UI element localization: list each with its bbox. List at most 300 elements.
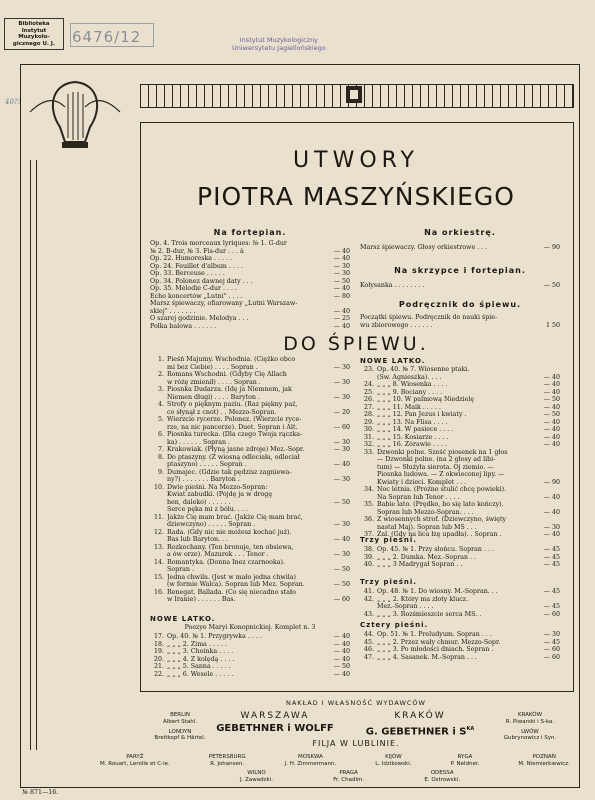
- song-row: [150, 589, 350, 597]
- song-price: [536, 501, 560, 509]
- song-row: [150, 491, 350, 499]
- song-row: [360, 596, 560, 604]
- song-title: Rada. (Gdy nic nie możesz kochać już).: [167, 528, 292, 536]
- song-price: — 40: [333, 655, 350, 663]
- song-number: [150, 566, 167, 574]
- song-row: [360, 639, 560, 647]
- song-price: — 50: [333, 663, 350, 670]
- left-column-line-2: [36, 160, 37, 750]
- song-row: [360, 471, 560, 479]
- item-title: O szarej godzinie. Melodya . . .: [150, 315, 249, 322]
- trzy2-heading: Trzy pieśni.: [360, 578, 417, 586]
- song-row: [360, 426, 560, 434]
- song-number: 11.: [153, 513, 164, 521]
- city-name: ODESSA: [430, 770, 454, 776]
- list-item: [360, 322, 560, 330]
- song-row: [360, 494, 560, 502]
- city-name: WILNO: [247, 770, 266, 776]
- song-number: [150, 394, 167, 402]
- song-price: — 40: [333, 640, 350, 648]
- song-price: — 40: [333, 536, 350, 543]
- nowe-latko-right-heading: NOWE LATKO.: [360, 357, 426, 365]
- list-item: [150, 323, 350, 331]
- song-number: [360, 464, 377, 472]
- song-title: Serce pęka mi z bólu. . . .: [167, 506, 248, 513]
- song-price: — 50: [333, 566, 350, 573]
- song-number: 45.: [363, 638, 374, 646]
- song-price: — 20: [333, 408, 350, 416]
- filja: FILJA W LUBLINIE.: [312, 739, 400, 748]
- song-price: [326, 371, 350, 379]
- song-price: — 30: [333, 393, 350, 401]
- song-title: hen, daleko) . . . . . .: [167, 498, 231, 506]
- song-price: — 40: [543, 418, 560, 426]
- city-agent: E. Ostrowski.: [424, 776, 460, 783]
- song-number: [360, 509, 377, 517]
- song-title: Dzwonki polne. Sześć piosenek na 1 głos: [377, 448, 508, 456]
- list-item: [150, 263, 350, 271]
- song-row: [360, 381, 560, 389]
- song-number: [360, 471, 377, 479]
- song-title: „ „ „ 6. Wesele . . . . .: [167, 670, 234, 678]
- song-price: — 40: [543, 381, 560, 388]
- song-row: [360, 404, 560, 412]
- song-title: „ „ „ 3. Choinka . . . .: [167, 648, 234, 655]
- song-number: [150, 476, 167, 484]
- song-number: 20.: [153, 655, 164, 663]
- berlin-block: [140, 712, 220, 742]
- song-title: Sopran .: [167, 566, 194, 573]
- song-number: [360, 456, 377, 464]
- list-item: [150, 315, 350, 323]
- left-column-line-1: [30, 160, 31, 750]
- song-number: 8.: [157, 453, 164, 461]
- item-price: — 90: [543, 244, 560, 251]
- song-row: [150, 431, 350, 439]
- song-price: [326, 431, 350, 439]
- song-row: [150, 356, 350, 364]
- song-price: [326, 544, 350, 552]
- song-price: — 30: [543, 523, 560, 531]
- song-number: 47.: [363, 653, 374, 661]
- song-row: [150, 529, 350, 537]
- song-price: [326, 574, 350, 582]
- songs-right-list: [360, 366, 560, 539]
- song-title: Op. 40. № 7. Wiosenne ptaki.: [377, 366, 470, 373]
- song-title: ka) . . . . . . Sopran .: [167, 438, 231, 446]
- song-number: [150, 409, 167, 417]
- item-price: [534, 314, 560, 322]
- song-price: — 30: [333, 378, 350, 386]
- list-item: [150, 270, 350, 278]
- song-title: w Iranie) . . . . . . Bas.: [167, 596, 236, 603]
- item-price: — 80: [333, 292, 350, 300]
- song-number: [150, 551, 167, 559]
- item-price: — 40: [333, 322, 350, 330]
- list-item: [150, 255, 350, 263]
- song-price: — 40: [543, 441, 560, 448]
- item-price: 1 50: [545, 321, 560, 329]
- song-title: Mez.-Sopran . . . .: [377, 603, 434, 610]
- song-number: 3.: [157, 386, 164, 393]
- song-title: Kwiat zabudki. (Pójdę ja w drogę: [167, 491, 273, 498]
- song-number: 15.: [153, 573, 164, 581]
- song-title: Babie lato. (Prędko, bo się lato kończy).: [377, 501, 504, 508]
- song-title: „ „ „ 2. Przez wały chmur. Mezzo-Sopr.: [377, 638, 501, 646]
- song-price: — 60: [543, 646, 560, 653]
- item-title: Op. 33. Berceuse . . . . .: [150, 270, 225, 277]
- list-item: [150, 240, 350, 248]
- song-row: [150, 574, 350, 582]
- song-number: [150, 581, 167, 589]
- song-row: [360, 588, 560, 596]
- song-price: — 45: [543, 561, 560, 568]
- song-price: [536, 366, 560, 374]
- title-main: PIOTRA MASZYŃSKIEGO: [197, 182, 515, 211]
- song-number: [150, 506, 167, 514]
- song-price: — 45: [543, 638, 560, 646]
- song-title: Op. 51. № 1. Preludyum. Sopran . . .: [377, 631, 492, 638]
- song-title: „ „ „ 4. Sasanek. M.-Sopran . . .: [377, 653, 477, 661]
- song-row: [150, 469, 350, 477]
- song-row: [360, 646, 560, 654]
- song-row: [150, 648, 350, 656]
- list-item: [360, 244, 560, 252]
- song-title: „ „ „ 3. Rozśmieszcie serca MS. .: [377, 610, 482, 618]
- city-block: [100, 754, 170, 768]
- song-title: „ „ „ 2. Dumka. Mez.-Sopran . .: [377, 553, 477, 561]
- song-title: Bas lub Baryton. . .: [167, 536, 229, 543]
- item-price: — 50: [333, 277, 350, 285]
- song-number: [150, 521, 167, 529]
- stamp-box: [70, 23, 154, 47]
- city-name: PRAGA: [339, 770, 358, 776]
- city-agent: J. Zawadzki.: [240, 776, 273, 783]
- song-price: — 40: [543, 493, 560, 501]
- song-price: — 50: [333, 498, 350, 506]
- song-title: „ „ „ 13. Na Flisa . . . .: [377, 418, 448, 426]
- song-number: 14.: [153, 558, 164, 566]
- song-row: [150, 536, 350, 544]
- song-number: 10.: [153, 483, 164, 491]
- krakow-s-city: KRAKÓW: [517, 712, 543, 718]
- city-name: MOSKWA: [297, 754, 323, 760]
- song-row: [150, 394, 350, 402]
- song-title: mi bez Ciebie) . . . . Sopran .: [167, 363, 258, 371]
- song-row: [150, 559, 350, 567]
- song-title: Op. 45. № 1. Przy słońcu. Sopran . . .: [377, 546, 494, 553]
- song-price: [536, 464, 560, 472]
- trzy1-list: [360, 546, 560, 569]
- song-row: [150, 581, 350, 589]
- krakow-s-name: R. Piwarski i S-ka.: [505, 718, 555, 725]
- song-row: [360, 611, 560, 619]
- song-title: „ „ „ 3 Madrygał Sopran . .: [377, 561, 463, 568]
- song-price: [536, 596, 560, 604]
- song-title: ptaszyno) . . . . . Sopran .: [167, 461, 247, 468]
- song-row: [360, 603, 560, 611]
- song-number: 35.: [363, 501, 374, 508]
- song-title: tum) — Służyła sierota. Oj ziemio. —: [377, 463, 494, 471]
- song-price: — 30: [333, 521, 350, 528]
- song-number: 4.: [157, 401, 164, 408]
- song-title: Renegat. Ballada. (Co się niecadno stało: [167, 588, 296, 596]
- song-title: Z wiosennych strof. (Dziewczyno, święty: [377, 516, 507, 523]
- lyre-emblem: [20, 72, 130, 162]
- song-row: [360, 561, 560, 569]
- song-price: [536, 449, 560, 457]
- song-title: „ „ „ 2. Zima . . . . .: [167, 640, 227, 648]
- song-number: 1.: [157, 356, 164, 363]
- song-row: [360, 479, 560, 487]
- song-row: [360, 434, 560, 442]
- song-price: — 30: [333, 551, 350, 558]
- song-title: Romans Wschodni. (Gdyby Cię Allach: [167, 371, 287, 378]
- song-number: 7.: [157, 446, 164, 453]
- song-title: „ „ „ 9. Bociany . . . .: [377, 388, 443, 396]
- song-title: Piosnka turecka. (Dla czego Twoja rączka-: [167, 431, 303, 438]
- song-number: 22.: [153, 670, 164, 678]
- item-price: — 25: [333, 315, 350, 322]
- song-price: — 60: [543, 610, 560, 618]
- song-title: — Dzwonki polne. (na 2 głosy ad libi-: [377, 456, 496, 463]
- song-title: Romantyka. (Donna Inez czarnooka).: [167, 558, 285, 566]
- song-number: 12.: [153, 528, 164, 536]
- song-price: — 40: [543, 373, 560, 381]
- song-price: — 40: [543, 531, 560, 538]
- item-price: — 40: [333, 285, 350, 292]
- song-row: [360, 654, 560, 662]
- pencil-mark: 40??: [5, 98, 22, 106]
- song-price: [536, 471, 560, 479]
- song-row: [150, 461, 350, 469]
- item-title: № 2. B-dur, № 3. Fis-dur . . . à: [150, 247, 244, 255]
- list-item: [150, 293, 350, 301]
- song-price: — 60: [333, 423, 350, 431]
- song-title: Krakowiak. (Płyną jasne zdroje) Mez.-Sopr.: [167, 446, 305, 453]
- song-title: Op. 40. № 1. Przygrywka . . . .: [167, 633, 262, 640]
- song-title: Jakże Cię mam brać. (Jakże Cię mam brać,: [167, 513, 303, 521]
- item-title: Op. 35. Mélodie C-dur . . . .: [150, 285, 238, 292]
- item-price: — 40: [333, 307, 350, 315]
- song-title: Sopran lub Mezzo-Sopran. . . .: [377, 508, 474, 516]
- song-price: — 40: [543, 388, 560, 396]
- song-price: [326, 491, 350, 499]
- item-price: — 40: [333, 255, 350, 262]
- item-title: Echo koncertów „Lutni" . . . .: [150, 292, 243, 300]
- song-number: 41.: [363, 588, 374, 595]
- publisher-2: G. GEBETHNER i $S^{KA}$: [365, 726, 475, 738]
- song-row: [150, 454, 350, 462]
- item-price: [324, 300, 350, 308]
- song-title: „ „ „ 11. Maik . . . . .: [377, 403, 441, 411]
- song-price: — 40: [333, 461, 350, 468]
- city-name: PARYŻ: [126, 754, 144, 760]
- song-number: [360, 374, 377, 382]
- item-title: Op. 4. Trois morceaux lyriques: № 1. G-dur: [150, 240, 287, 247]
- top-ornament-center-inner: [350, 90, 358, 99]
- song-title: „ „ „ 2. Który ma złoty klucz.: [377, 595, 469, 603]
- song-price: [326, 484, 350, 492]
- song-title: Wierzcie rycerze. Polonez. (Wierzcie ryce-: [167, 416, 302, 423]
- item-title: Marsz śpiewaczy. Głosy orkiestrowe . . .: [360, 244, 488, 251]
- list-item: [360, 282, 560, 290]
- song-price: — 45: [543, 588, 560, 595]
- song-number: 25.: [363, 388, 374, 396]
- song-price: — 40: [333, 648, 350, 655]
- item-price: — 30: [333, 270, 350, 277]
- song-title: Strofy o pięknym paziu. (Raz piękny paź,: [167, 401, 298, 408]
- song-row: [360, 509, 560, 517]
- city-block: [333, 770, 364, 784]
- song-price: [326, 454, 350, 462]
- song-price: [326, 416, 350, 424]
- song-number: 43.: [363, 610, 374, 618]
- song-title: rze, na nic pancerze). Duet. Sopran i Alt.: [167, 423, 298, 431]
- song-number: 2.: [157, 371, 164, 378]
- song-row: [150, 364, 350, 372]
- warszawa-city: WARSZAWA: [240, 711, 310, 721]
- song-number: 34.: [363, 486, 374, 493]
- item-title: Początki śpiewu. Podręcznik do nauki śpie-: [360, 314, 498, 321]
- song-row: [150, 484, 350, 492]
- fortepian-list: [150, 240, 350, 330]
- list-item: [150, 278, 350, 286]
- song-row: [360, 419, 560, 427]
- item-title: Op. 24. Feuillet d'album . . . .: [150, 262, 243, 270]
- orkiestre-heading: Na orkiestrę.: [424, 228, 496, 237]
- song-price: [326, 529, 350, 537]
- song-number: 30.: [363, 426, 374, 433]
- song-number: 46.: [363, 646, 374, 653]
- purple-stamp: Instytut Muzykologiczny Uniwersytetu Jagiellońskiego: [232, 36, 326, 52]
- song-title: „ „ „ 8. Wiosenka . . . .: [377, 381, 448, 388]
- song-row: [360, 374, 560, 382]
- trzy2-list: [360, 588, 560, 618]
- song-price: [326, 469, 350, 477]
- song-number: 19.: [153, 648, 164, 655]
- song-price: — 40: [543, 426, 560, 433]
- song-row: [150, 506, 350, 514]
- song-row: [150, 596, 350, 604]
- song-price: — 50: [333, 581, 350, 588]
- city-block: [424, 770, 460, 784]
- song-row: [150, 401, 350, 409]
- song-row: [150, 671, 350, 679]
- song-number: 36.: [363, 516, 374, 523]
- song-number: [360, 479, 377, 487]
- song-title: Piosnka ludowa. — Z okwieconej lipy. —: [377, 471, 505, 478]
- city-agent: R. Johansen.: [210, 760, 245, 767]
- song-price: — 60: [333, 596, 350, 603]
- song-title: Pieśń Majumy. Wschodnia. (Ciężko obco: [167, 356, 296, 363]
- song-price: — 40: [333, 633, 350, 640]
- song-number: 18.: [153, 640, 164, 648]
- song-number: 27.: [363, 403, 374, 411]
- song-number: [360, 603, 377, 611]
- title-top: UTWORY: [293, 148, 419, 173]
- song-title: Dumajec. (Gdzie tak pędzisz zagniewa-: [167, 468, 292, 476]
- berlin-city: BERLIN: [170, 712, 190, 718]
- skrzypce-heading: Na skrzypce i fortepian.: [394, 266, 526, 275]
- krakow-s-block: [490, 712, 570, 742]
- song-title: Kwiaty i dzieci. Komplet . . .: [377, 478, 467, 486]
- song-number: 9.: [157, 468, 164, 476]
- song-row: [360, 449, 560, 457]
- city-agent: J. H. Zimmermann.: [284, 760, 337, 767]
- lwow-city: LWÓW: [521, 728, 539, 735]
- list-item: [150, 308, 350, 316]
- item-title: Op. 22. Humoreska . . . . .: [150, 255, 233, 262]
- nowe-latko-left-sub: Poezye Maryi Konopnickiej. Komplet n. 3: [184, 624, 316, 631]
- song-row: [150, 386, 350, 394]
- song-price: [326, 401, 350, 409]
- list-item: [150, 300, 350, 308]
- song-number: 38.: [363, 546, 374, 553]
- song-row: [150, 514, 350, 522]
- song-number: 16.: [153, 588, 164, 596]
- song-row: [150, 656, 350, 664]
- song-price: — 45: [543, 553, 560, 561]
- signature-number: 6476/12: [72, 28, 142, 46]
- cztery-list: [360, 631, 560, 661]
- song-price: — 60: [543, 653, 560, 661]
- song-number: [150, 439, 167, 447]
- song-row: [150, 476, 350, 484]
- song-price: — 50: [543, 396, 560, 403]
- city-agent: Fr. Chadim.: [333, 776, 365, 783]
- song-row: [150, 521, 350, 529]
- song-title: ny?) . . . . . . . Baryton .: [167, 476, 240, 483]
- podrecznik-heading: Podręcznik do śpiewu.: [398, 300, 522, 309]
- city-agent: P. Neldner.: [450, 760, 480, 767]
- song-number: [150, 536, 167, 544]
- song-title: w różę zmienił) . . . . Sopran .: [167, 378, 261, 386]
- trzy1-heading: Trzy pieśni.: [360, 536, 417, 544]
- city-block: [285, 754, 337, 768]
- city-block: [209, 754, 246, 768]
- footer-number: № 871—16.: [22, 789, 59, 796]
- song-title: „ „ „ 4. Z kolędą . . . .: [167, 655, 235, 663]
- song-price: — 30: [333, 363, 350, 371]
- nowe-latko-left-list: [150, 633, 350, 678]
- song-row: [360, 546, 560, 554]
- song-number: 37.: [363, 531, 374, 538]
- item-title: Kołysanka . . . . . . . .: [360, 282, 425, 289]
- list-item: [150, 248, 350, 256]
- fortepian-heading: Na fortepian.: [213, 228, 287, 237]
- song-price: — 45: [543, 603, 560, 610]
- song-price: — 30: [333, 476, 350, 483]
- song-title: a ów orze). Mazurek . . . Tenor .: [167, 551, 269, 558]
- song-title: Niemen długi) . . . . Baryton .: [167, 393, 260, 401]
- song-price: [536, 516, 560, 524]
- publisher-1: GEBETHNER i WOLFF: [216, 723, 334, 734]
- song-number: 44.: [363, 631, 374, 638]
- song-row: [150, 446, 350, 454]
- song-row: [360, 366, 560, 374]
- song-title: „ „ „ 14. W pasiece . . . .: [377, 426, 454, 433]
- song-row: [360, 631, 560, 639]
- song-number: 17.: [153, 633, 164, 640]
- song-row: [360, 396, 560, 404]
- song-number: 24.: [363, 381, 374, 388]
- song-number: [150, 424, 167, 432]
- song-number: [150, 499, 167, 507]
- song-title: „ „ „ 5. Sanna . . . . .: [167, 663, 231, 670]
- song-price: [326, 506, 350, 514]
- song-price: — 30: [333, 438, 350, 446]
